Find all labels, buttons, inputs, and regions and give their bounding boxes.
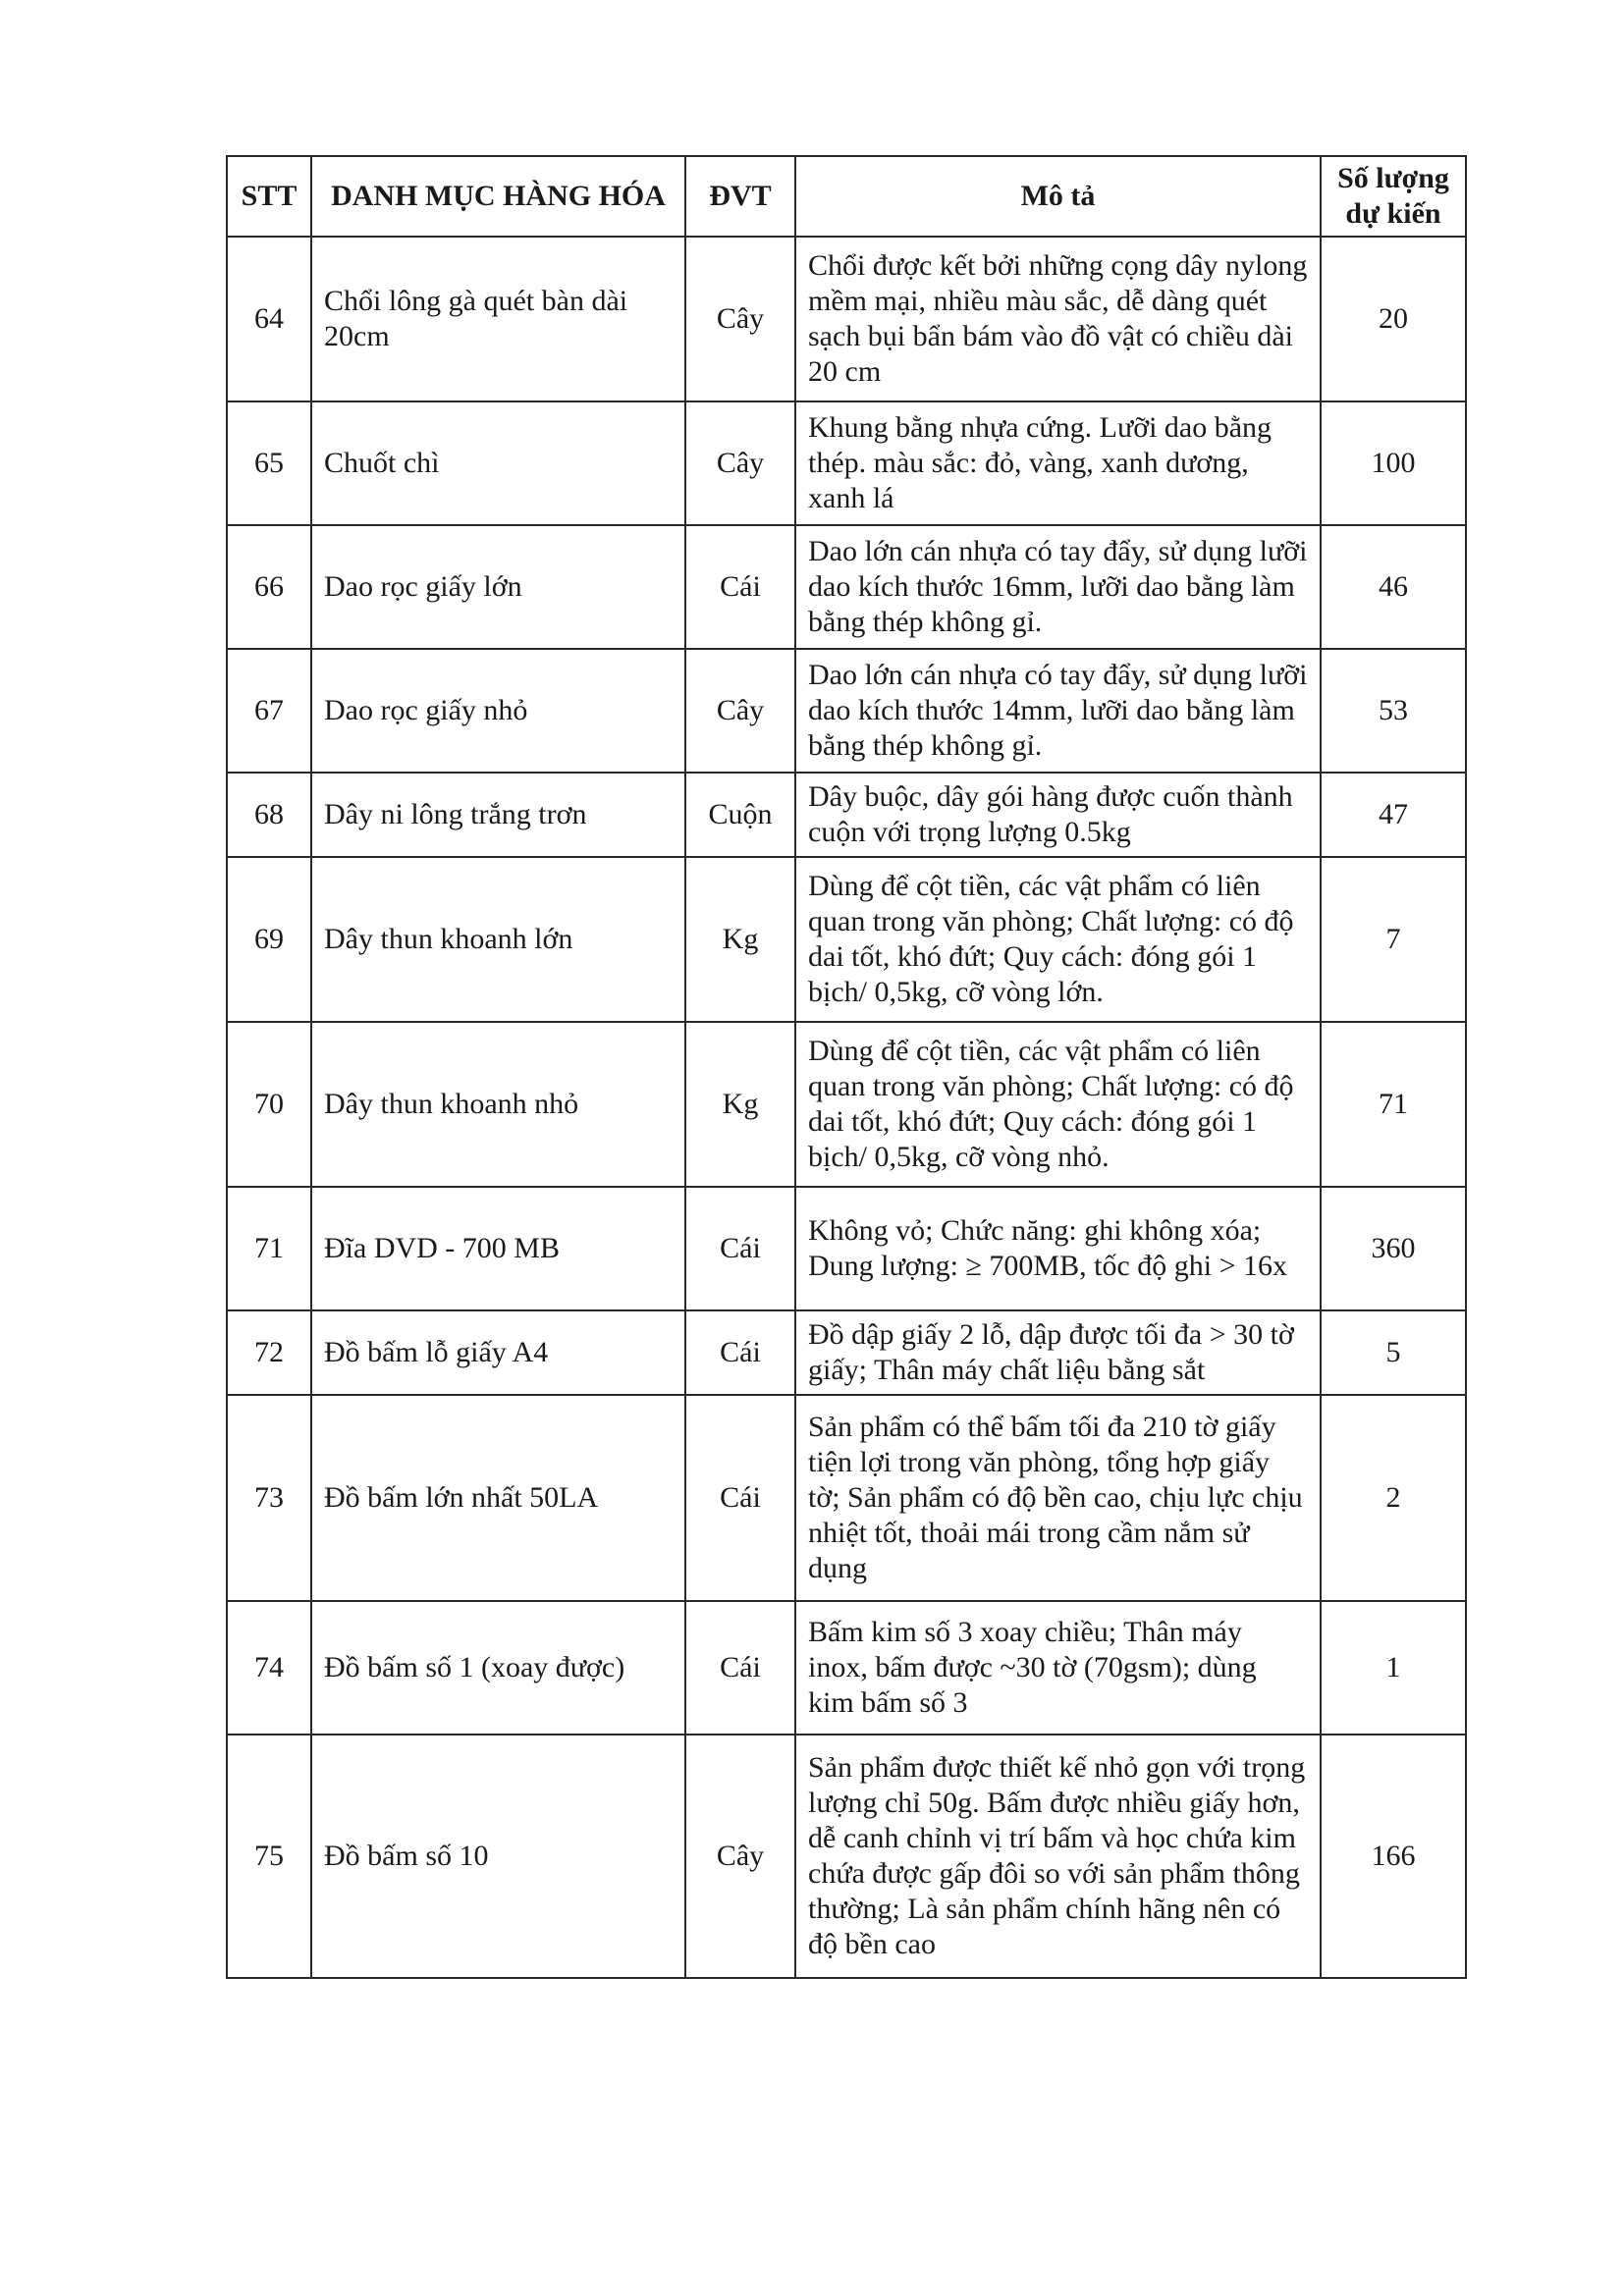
- table-row: [227, 401, 1466, 525]
- cell-unit: Cây: [685, 237, 795, 401]
- cell-unit: Kg: [685, 1022, 795, 1187]
- cell-name: Dây thun khoanh lớn: [311, 857, 685, 1022]
- table-row: [227, 857, 1466, 1022]
- cell-qty: 20: [1321, 237, 1466, 401]
- cell-unit: Cây: [685, 1735, 795, 1978]
- cell-desc: Dao lớn cán nhựa có tay đẩy, sử dụng lưỡi dao kích thước 16mm, lưỡi dao bằng làm bằng thép không gỉ.: [795, 525, 1321, 649]
- table-header-row: [227, 156, 1466, 237]
- cell-name: Chuốt chì: [311, 401, 685, 525]
- cell-qty: 71: [1321, 1022, 1466, 1187]
- goods-table: [226, 155, 1467, 1979]
- cell-desc: Dùng để cột tiền, các vật phẩm có liên quan trong văn phòng; Chất lượng: có độ dai tốt, khó đứt; Quy cách: đóng gói 1 bịch/ 0,5kg, cỡ vòng lớn.: [795, 857, 1321, 1022]
- cell-qty: 5: [1321, 1310, 1466, 1395]
- cell-unit: Cái: [685, 1395, 795, 1601]
- cell-stt: 70: [227, 1022, 311, 1187]
- cell-name: Dây ni lông trắng trơn: [311, 773, 685, 857]
- cell-qty: 47: [1321, 773, 1466, 857]
- cell-unit: Cuộn: [685, 773, 795, 857]
- cell-stt: 72: [227, 1310, 311, 1395]
- cell-name: Đồ bấm số 1 (xoay được): [311, 1601, 685, 1735]
- table-row: [227, 525, 1466, 649]
- table-row: [227, 237, 1466, 401]
- table-row: [227, 1187, 1466, 1310]
- table-row: [227, 649, 1466, 773]
- cell-name: Đồ bấm lớn nhất 50LA: [311, 1395, 685, 1601]
- cell-name: Đồ bấm số 10: [311, 1735, 685, 1978]
- header-desc: Mô tả: [795, 156, 1321, 237]
- cell-unit: Cái: [685, 1187, 795, 1310]
- cell-desc: Dao lớn cán nhựa có tay đẩy, sử dụng lưỡi dao kích thước 14mm, lưỡi dao bằng làm bằng thép không gỉ.: [795, 649, 1321, 773]
- cell-qty: 53: [1321, 649, 1466, 773]
- cell-stt: 65: [227, 401, 311, 525]
- table-row: [227, 773, 1466, 857]
- cell-stt: 74: [227, 1601, 311, 1735]
- cell-unit: Kg: [685, 857, 795, 1022]
- table-row: [227, 1022, 1466, 1187]
- cell-stt: 73: [227, 1395, 311, 1601]
- cell-unit: Cây: [685, 401, 795, 525]
- cell-name: Đồ bấm lỗ giấy A4: [311, 1310, 685, 1395]
- cell-qty: 46: [1321, 525, 1466, 649]
- cell-stt: 66: [227, 525, 311, 649]
- cell-desc: Sản phẩm có thể bấm tối đa 210 tờ giấy tiện lợi trong văn phòng, tổng hợp giấy tờ; Sản phẩm có độ bền cao, chịu lực chịu nhiệt tốt, thoải mái trong cầm nắm sử dụng: [795, 1395, 1321, 1601]
- table-row: [227, 1735, 1466, 1978]
- header-unit: ĐVT: [685, 156, 795, 237]
- cell-unit: Cái: [685, 1310, 795, 1395]
- cell-qty: 7: [1321, 857, 1466, 1022]
- cell-desc: Khung bằng nhựa cứng. Lưỡi dao bằng thép. màu sắc: đỏ, vàng, xanh dương, xanh lá: [795, 401, 1321, 525]
- table-row: [227, 1601, 1466, 1735]
- cell-desc: Dùng để cột tiền, các vật phẩm có liên quan trong văn phòng; Chất lượng: có độ dai tốt, khó đứt; Quy cách: đóng gói 1 bịch/ 0,5kg, cỡ vòng nhỏ.: [795, 1022, 1321, 1187]
- cell-desc: Dây buộc, dây gói hàng được cuốn thành cuộn với trọng lượng 0.5kg: [795, 773, 1321, 857]
- cell-stt: 69: [227, 857, 311, 1022]
- header-name: DANH MỤC HÀNG HÓA: [311, 156, 685, 237]
- cell-desc: Bấm kim số 3 xoay chiều; Thân máy inox, bấm được ~30 tờ (70gsm); dùng kim bấm số 3: [795, 1601, 1321, 1735]
- cell-stt: 71: [227, 1187, 311, 1310]
- cell-stt: 75: [227, 1735, 311, 1978]
- cell-name: Dây thun khoanh nhỏ: [311, 1022, 685, 1187]
- cell-unit: Cây: [685, 649, 795, 773]
- cell-qty: 2: [1321, 1395, 1466, 1601]
- header-qty: Số lượng dự kiến: [1321, 156, 1466, 237]
- cell-name: Chổi lông gà quét bàn dài 20cm: [311, 237, 685, 401]
- cell-unit: Cái: [685, 1601, 795, 1735]
- cell-name: Đĩa DVD - 700 MB: [311, 1187, 685, 1310]
- cell-stt: 68: [227, 773, 311, 857]
- table-row: [227, 1395, 1466, 1601]
- table-body: [227, 237, 1466, 1978]
- cell-unit: Cái: [685, 525, 795, 649]
- table-row: [227, 1310, 1466, 1395]
- cell-name: Dao rọc giấy nhỏ: [311, 649, 685, 773]
- header-stt: STT: [227, 156, 311, 237]
- cell-desc: Sản phẩm được thiết kế nhỏ gọn với trọng lượng chỉ 50g. Bấm được nhiều giấy hơn, dễ canh chỉnh vị trí bấm và học chứa kim chứa được gấp đôi so với sản phẩm thông thường; Là sản phẩm chính hãng nên có độ bền cao: [795, 1735, 1321, 1978]
- cell-name: Dao rọc giấy lớn: [311, 525, 685, 649]
- cell-qty: 360: [1321, 1187, 1466, 1310]
- cell-desc: Chổi được kết bởi những cọng dây nylong mềm mại, nhiều màu sắc, dễ dàng quét sạch bụi bẩn bám vào đồ vật có chiều dài 20 cm: [795, 237, 1321, 401]
- cell-desc: Không vỏ; Chức năng: ghi không xóa; Dung lượng: ≥ 700MB, tốc độ ghi > 16x: [795, 1187, 1321, 1310]
- cell-qty: 1: [1321, 1601, 1466, 1735]
- cell-desc: Đồ dập giấy 2 lỗ, dập được tối đa > 30 tờ giấy; Thân máy chất liệu bằng sắt: [795, 1310, 1321, 1395]
- cell-qty: 100: [1321, 401, 1466, 525]
- cell-qty: 166: [1321, 1735, 1466, 1978]
- cell-stt: 64: [227, 237, 311, 401]
- cell-stt: 67: [227, 649, 311, 773]
